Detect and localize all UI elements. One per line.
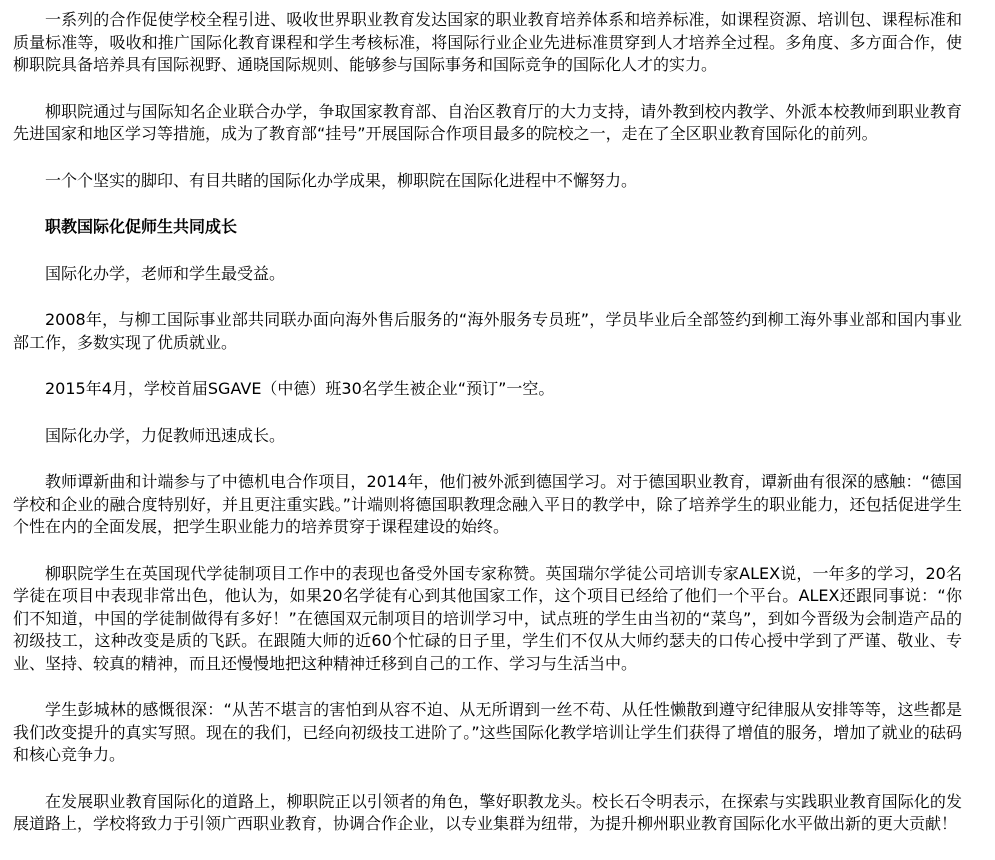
paragraph-firm-footprints: 一个个坚实的脚印、有目共睹的国际化办学成果，柳职院在国际化进程中不懈努力。 xyxy=(45,170,638,190)
section-heading-mutual-growth: 职教国际化促师生共同成长 xyxy=(45,217,238,236)
paragraph-teachers-germany: 教师谭新曲和计端参与了中德机电合作项目，2014年，他们被外派到德国学习。对于德国职业教育，谭新曲有很深的感触：“德国学校和企业的融合度特别好，并且更注重实践。”计端则将德国职教理念融入平日的教学中，除了培养学生的职业能力，还包括促进学生个性在内的全面发展，把学生职业能力的培养贯穿于课程建设的始终。 xyxy=(13,472,962,536)
paragraph-student-reflection: 学生彭城林的感慨很深：“从苦不堪言的害怕到从容不迫、从无所谓到一丝不苟、从任性懒散到遵守纪律服从安排等等，这些都是我们改变提升的真实写照。现在的我们，已经向初级技工进阶了。”这些国际化教学培训让学生们获得了增值的服务，增加了就业的砝码和核心竞争力。 xyxy=(13,700,962,764)
paragraph-joint-schooling: 柳职院通过与国际知名企业联合办学，争取国家教育部、自治区教育厅的大力支持，请外教到校内教学、外派本校教师到职业教育先进国家和地区学习等措施，成为了教育部“挂号”开展国际合作项目最多的院校之一，走在了全区职业教育国际化的前列。 xyxy=(13,101,962,143)
paragraph-2015-sgave-class: 2015年4月，学校首届SGAVE（中德）班30名学生被企业“预订”一空。 xyxy=(45,379,555,398)
paragraph-uk-apprenticeship: 柳职院学生在英国现代学徒制项目工作中的表现也备受外国专家称赞。英国瑞尔学徒公司培训专家ALEX说，一年多的学习，20名学徒在项目中表现非常出色，他认为，如果20名学徒有心到其他国家工作，这个项目已经给了他们一个平台。ALEX还跟同事说：“你们不知道，中国的学徒制做得有多好！”在德国双元制项目的培训学习中，试点班的学生由当初的“菜鸟”，到如今晋级为会制造产品的初级技工，这种改变是质的飞跃。在跟随大师的近60个忙碌的日子里，学生们不仅从大师约瑟夫的口传心授中学到了严谨、敬业、专业、坚持、较真的精神，而且还慢慢地把这种精神迁移到自己的工作、学习与生活当中。 xyxy=(13,563,962,673)
paragraph-conclusion: 在发展职业教育国际化的道路上，柳职院正以引领者的角色，擎好职教龙头。校长石令明表示，在探索与实践职业教育国际化的发展道路上，学校将致力于引领广西职业教育，协调合作企业，以专业集群为纽带，为提升柳州职业教育国际化水平做出新的更大贡献！ xyxy=(13,791,962,833)
paragraph-students-benefit: 国际化办学，老师和学生最受益。 xyxy=(45,263,286,283)
paragraph-2008-overseas-class: 2008年，与柳工国际事业部共同联办面向海外售后服务的“海外服务专员班”，学员毕业后全部签约到柳工海外事业部和国内事业部工作，多数实现了优质就业。 xyxy=(13,310,962,352)
paragraph-teacher-growth: 国际化办学，力促教师迅速成长。 xyxy=(45,425,286,445)
paragraph-intl-standards: 一系列的合作促使学校全程引进、吸收世界职业教育发达国家的职业教育培养体系和培养标准，如课程资源、培训包、课程标准和质量标准等，吸收和推广国际化教育课程和学生考核标准，将国际行业企业先进标准贯穿到人才培养全过程。多角度、多方面合作，使柳职院具备培养具有国际视野、通晓国际规则、能够参与国际事务和国际竞争的国际化人才的实力。 xyxy=(13,10,962,74)
